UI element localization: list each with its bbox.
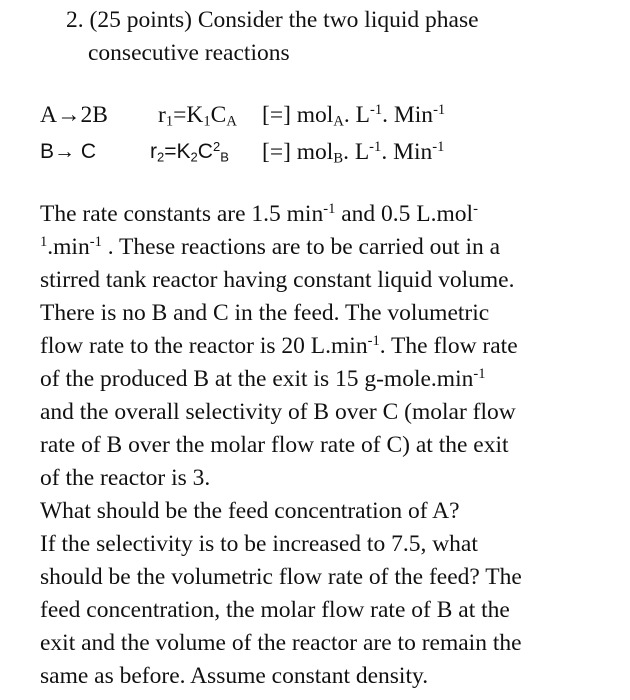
body-line-1: The rate constants are 1.5 $\min^{-1}$ and 0.5 L.mol-	[40, 201, 478, 227]
reaction-2-rate-law: $r_2=K_2C^2_B$	[150, 138, 229, 165]
body-line-6: of the produced B at the exit is 15 $g-mole.\min^{-1}$	[40, 366, 486, 392]
body-line-2: $^1.\min^{-1}$ . These reactions are to be carried out in a	[40, 234, 501, 260]
question-1: What should be the feed concentration of A?	[40, 498, 460, 524]
body-line-8: rate of B over the molar flow rate of C) at the exit	[40, 432, 509, 458]
question-2-line-5: same as before. Assume constant density.	[40, 663, 429, 689]
question-2-line-3: feed concentration, the molar flow rate of B at the	[40, 597, 510, 623]
problem-points: (25 points)	[89, 7, 192, 33]
question-2-line-4: exit and the volume of the reactor are to remain the	[40, 630, 522, 656]
problem-number: 2.	[66, 7, 84, 33]
body-line-7: and the overall selectivity of B over C (molar flow	[40, 399, 516, 425]
problem-title: Consider the two liquid phase	[197, 7, 479, 33]
problem-title-line-2: consecutive reactions	[88, 40, 290, 66]
body-line-9: of the reactor is 3.	[40, 465, 211, 491]
body-line-5: flow rate to the reactor is 20 $L.\min^{-1}$. The flow rate	[40, 333, 518, 359]
reaction-1-equation: A→2B	[40, 102, 108, 128]
question-2-line-2: should be the volumetric flow rate of the feed? The	[40, 564, 522, 590]
body-line-4: There is no B and C in the feed. The volumetric	[40, 300, 490, 326]
reaction-1-rate-law: $r_1=K_1C_A$	[158, 102, 237, 130]
question-2-line-1: If the selectivity is to be increased to 7.5, what	[40, 531, 478, 557]
reaction-1-units: [=] mol$_A$. $L^{-1}$. Min$^{-1}$	[262, 102, 446, 130]
body-line-3: stirred tank reactor having constant liquid volume.	[40, 267, 515, 293]
reaction-2-units: [=] mol$_B$. $L^{-1}$. Min$^{-1}$	[262, 139, 445, 167]
reaction-2-equation: B→ C	[40, 140, 97, 163]
problem-title-line-1	[66, 9, 479, 33]
